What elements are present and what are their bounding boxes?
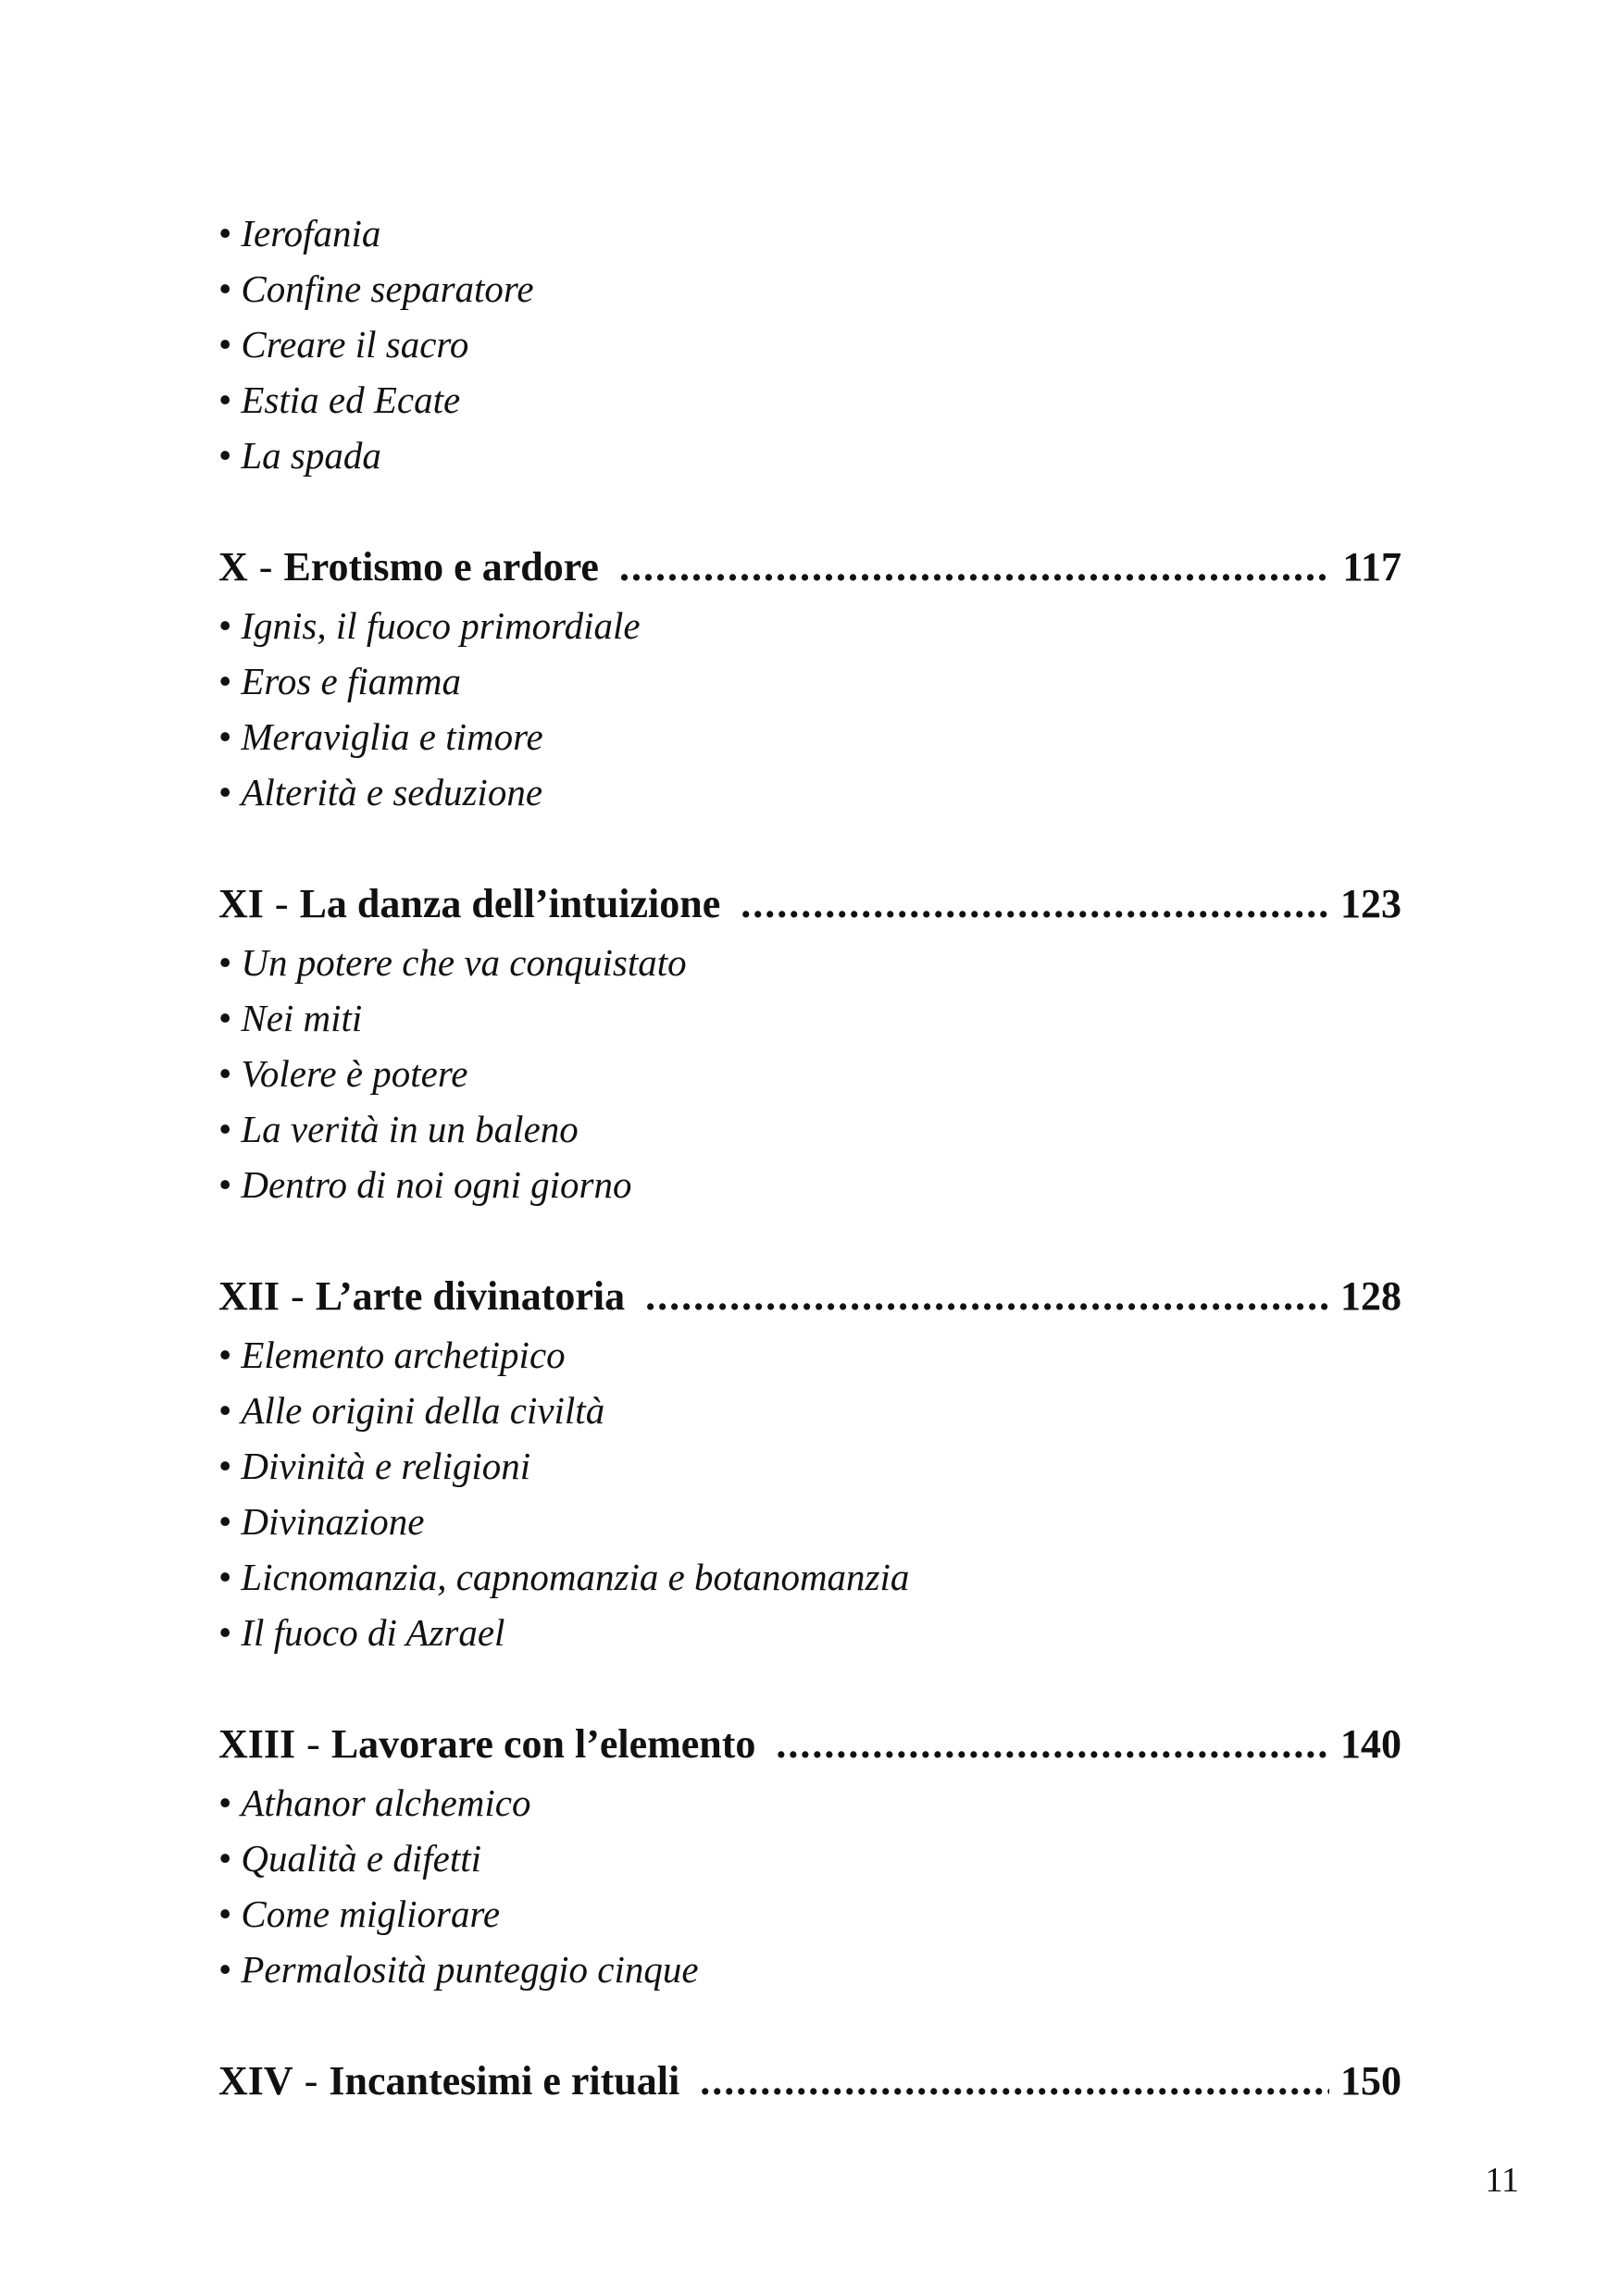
list-item: • Alle origini della civiltà [218,1389,605,1432]
chapter-title: La danza dell’intuizione [299,881,721,926]
list-item: • Ignis, il fuoco primordiale [218,604,641,647]
list-item: • Dentro di noi ogni giorno [218,1163,632,1206]
dot-leader [741,874,1329,935]
chapter-title: Erotismo e ardore [283,544,599,590]
chapter-heading-xii: XII - L’arte divinatoria ..... 128 [218,1266,1401,1327]
dot-leader [700,2051,1329,2112]
dot-leader [619,537,1331,598]
chapter-heading-xi: XI - La danza dell’intuizione ..... 123 [218,874,1401,935]
table-of-contents [218,205,1401,2112]
chapter-page: 123 [1340,881,1401,926]
list-item: • Elemento archetipico [218,1334,566,1376]
list-item: • Eros e fiamma [218,660,461,702]
list-item: • Confine separatore [218,267,534,310]
chapter-page: 140 [1340,1721,1401,1767]
chapter-page: 117 [1342,544,1401,590]
chapter-title: L’arte divinatoria [315,1273,626,1319]
list-item: • Estia ed Ecate [218,379,461,421]
page-number: 11 [1485,2161,1519,2200]
dot-leader [776,1714,1329,1775]
chapter-heading-xiii: XIII - Lavorare con l’elemento ..... 140 [218,1714,1401,1775]
chapter-title: Incantesimi e rituali [329,2058,680,2104]
chapter-heading-x: X - Erotismo e ardore ..... 117 [218,537,1401,598]
intro-list [218,205,1401,483]
list-item: • Meraviglia e timore [218,715,543,758]
chapter-title: Lavorare con l’elemento [330,1721,756,1767]
dot-leader [645,1266,1329,1327]
list-item: • Un potere che va conquistato [218,941,687,984]
list-item: • Il fuoco di Azrael [218,1611,505,1654]
chapter-heading-xiv: XIV - Incantesimi e rituali ..... 150 [218,2051,1401,2112]
chapter-page: 128 [1340,1273,1401,1319]
list-item: • Divinità e religioni [218,1445,531,1487]
list-item: • Permalosità punteggio cinque [218,1948,699,1991]
list-item: • Creare il sacro [218,323,469,366]
list-item: • La verità in un baleno [218,1108,579,1150]
list-item: • Come migliorare [218,1893,501,1935]
list-item: • Volere è potere [218,1052,468,1095]
list-item: • Qualità e difetti [218,1837,481,1880]
list-item: • Licnomanzia, capnomanzia e botanomanzia [218,1556,910,1598]
list-item: • Athanor alchemico [218,1781,531,1824]
chapter-page: 150 [1340,2058,1401,2104]
list-item: • La spada [218,434,381,477]
list-item: • Nei miti [218,997,363,1039]
list-item: • Alterità e seduzione [218,771,543,813]
list-item: • Ierofania [218,212,381,254]
list-item: • Divinazione [218,1500,425,1543]
